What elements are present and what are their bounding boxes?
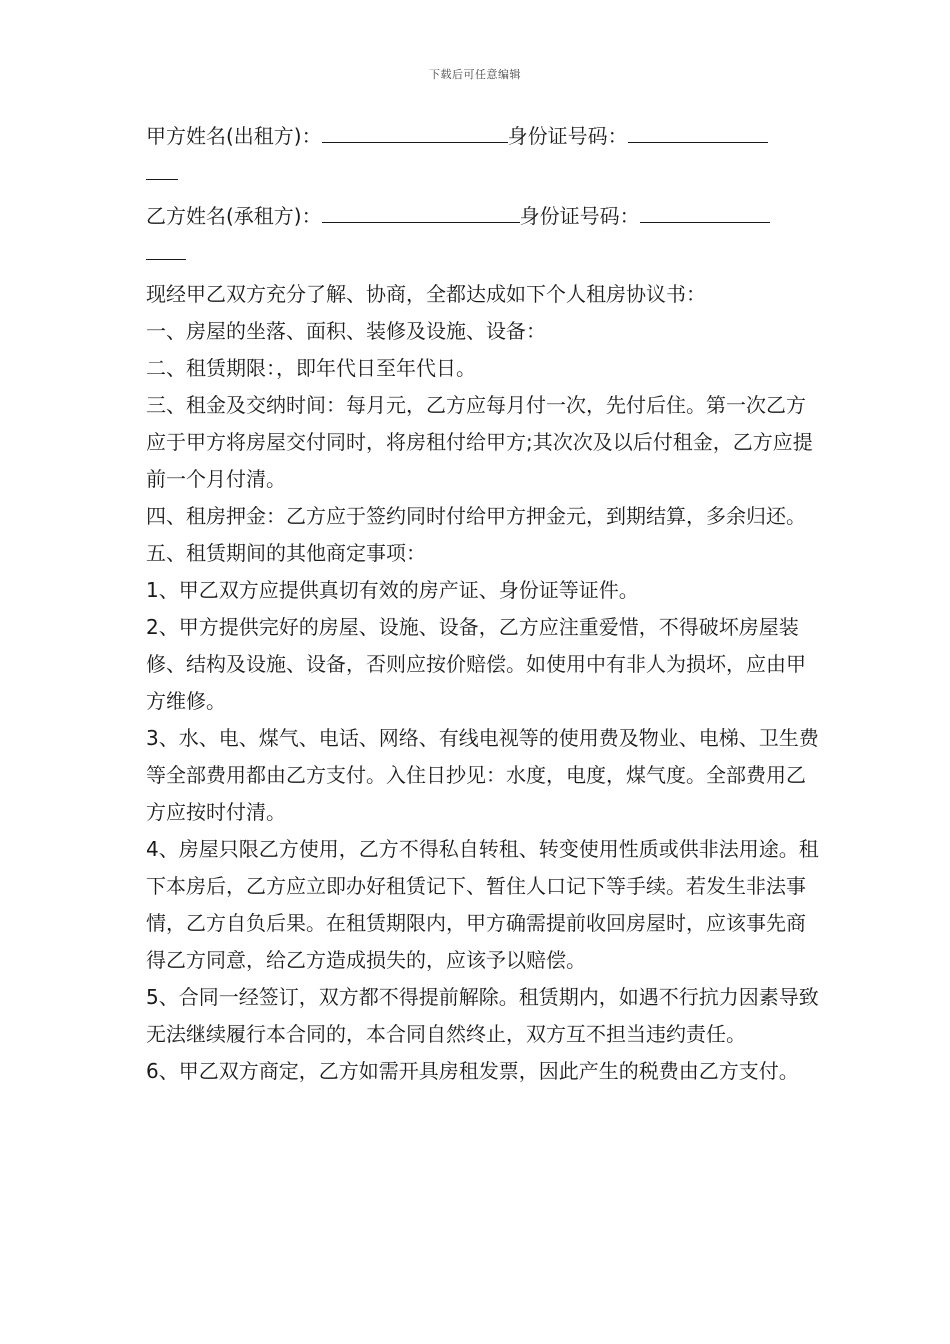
intro-paragraph: 现经甲乙双方充分了解、协商，全都达成如下个人租房协议书：: [146, 282, 706, 306]
party-a-id-label: 身份证号码：: [507, 124, 628, 148]
party-a-name-blank[interactable]: [322, 120, 508, 143]
party-b-id-blank[interactable]: [640, 200, 770, 223]
item-6-invoice: 6、甲乙双方商定，乙方如需开具房租发票，因此产生的税费由乙方支付。: [146, 1059, 799, 1083]
page-header-note: 下载后可任意编辑: [429, 68, 521, 81]
clause-5-other-matters: 五、租赁期间的其他商定事项：: [146, 541, 426, 565]
party-a-id-blank[interactable]: [628, 120, 768, 143]
party-b-id-blank-continued[interactable]: [146, 237, 186, 260]
party-b-line: [146, 198, 822, 272]
clause-1-location: 一、房屋的坐落、面积、装修及设施、设备：: [146, 319, 546, 343]
item-3-fees: 3、水、电、煤气、电话、网络、有线电视等的使用费及物业、电梯、卫生费等全部费用都由乙方支付。入住日抄见：水度，电度，煤气度。全部费用乙方应按时付清。: [146, 726, 819, 824]
party-a-line: [146, 118, 822, 192]
item-1-documents: 1、甲乙双方应提供真切有效的房产证、身份证等证件。: [146, 578, 639, 602]
clause-3-rent: 三、租金及交纳时间：每月元，乙方应每月付一次，先付后住。第一次乙方应于甲方将房屋交付同时，将房租付给甲方;其次次及以后付租金，乙方应提前一个月付清。: [146, 393, 813, 491]
party-a-label: 甲方姓名(出租方)：: [146, 124, 322, 148]
party-a-id-blank-continued[interactable]: [146, 157, 178, 180]
clause-2-term: 二、租赁期限：，即年代日至年代日。: [146, 356, 476, 380]
item-4-usage: 4、房屋只限乙方使用，乙方不得私自转租、转变使用性质或供非法用途。租下本房后，乙方应立即办好租赁记下、暂住人口记下等手续。若发生非法事情，乙方自负后果。在租赁期限内，甲方确需提前收回房屋时，应该事先商得乙方同意，给乙方造成损失的，应该予以赔偿。: [146, 837, 819, 972]
party-b-label: 乙方姓名(承租方)：: [146, 204, 322, 228]
document-body: [146, 118, 822, 1090]
clause-4-deposit: 四、租房押金：乙方应于签约同时付给甲方押金元，到期结算，多余归还。: [146, 504, 806, 528]
party-b-id-label: 身份证号码：: [519, 204, 640, 228]
party-b-name-blank[interactable]: [322, 200, 520, 223]
item-5-termination: 5、合同一经签订，双方都不得提前解除。租赁期内，如遇不行抗力因素导致无法继续履行本合同的，本合同自然终止，双方互不担当违约责任。: [146, 985, 819, 1046]
item-2-facilities: 2、甲方提供完好的房屋、设施、设备，乙方应注重爱惜，不得破坏房屋装修、结构及设施、设备，否则应按价赔偿。如使用中有非人为损坏，应由甲方维修。: [146, 615, 806, 713]
